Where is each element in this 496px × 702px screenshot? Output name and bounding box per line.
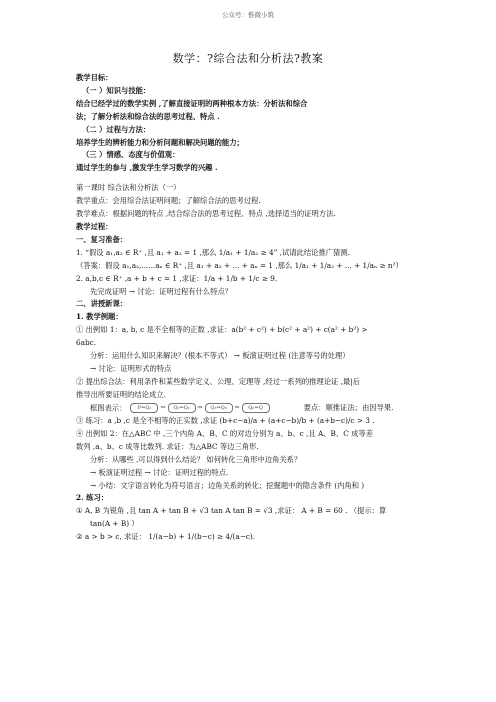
text-line [76,389,426,402]
page-header: 公众号：惟微小筑 [222,11,274,19]
line-text: 结合已经学过的数学实例 ,了解直接证明的两种根本方法：分析法和综合 [76,98,308,108]
line-text: → 板演证明过程 → 讨论：证明过程的特点. [90,467,229,477]
text-line [76,324,426,337]
text-line [76,337,426,350]
line-text: （答案：假设 a₁,a₂,......aₙ ∈ R⁺ ,且 a₁ + a₂ + ... + aₙ = 1 ,那么 1/a₁ + 1/a₂ + ... + 1/aₙ ≥ n²） [76,260,403,270]
line-text: （三 ）情感、态度与价值观： [82,150,180,160]
line-text: 框图表示： [90,403,127,413]
line-text: 先完成证明 → 讨论：证明过程有什么特点？ [90,286,233,296]
flow-diagram [130,402,269,415]
line-text: 2. 练习： [76,493,109,503]
text-line [76,273,426,286]
line-text: 第一课时 综合法和分析法（一） [76,183,181,193]
text-line [76,234,426,247]
text-line [76,428,426,441]
line-text: 培养学生的辨析能力和分析问题和解决问题的能力； [76,137,244,147]
text-line [76,98,426,111]
text-line [76,467,426,480]
flow-box: P⇒Q₁ [130,403,158,413]
text-line [76,402,426,415]
text-line [76,162,426,175]
flow-box: Qₙ⇒Q [242,403,270,413]
text-line [76,72,426,85]
text-line [76,505,426,518]
line-text: ④ 出例如 2：在△ABC 中 ,三个内角 A、B、C 的对边分别为 a、b、c ,且 A、B、C 成等差 [76,428,373,438]
line-text: 推导出所要证明的结论成立. [76,389,166,399]
text-line [76,85,426,98]
text-line [76,182,426,195]
line-text: （一 ）知识与技能： [82,85,151,95]
text-line [76,350,426,363]
line-text: 1. “假设 a₁,a₂ ∈ R⁺ ,且 a₁ + a₂ = 1 ,那么 1/a₁ + 1/a₂ ≥ 4” ,试请此结论推广猜测. [76,247,350,257]
line-text: （二 ）过程与方法： [82,124,151,134]
page-title: 数学：?综合法和分析法?教案 [172,52,324,65]
line-text: tan(A + B) ） [90,519,139,529]
text-line [76,311,426,324]
line-text: → 小结：文字语言转化为符号语言；边角关系的转化；挖掘题中的隐含条件 (内角和 ) [90,480,365,490]
line-text: ② 提出综合法：利用条件和某些数学定义、公理、定理等 ,经过一系列的推理论证 ,最|后 [76,376,361,386]
line-text: → 讨论：证明形式的特点 [90,363,172,373]
text-line [76,480,426,493]
text-line [76,518,426,531]
text-line [76,363,426,376]
line-text: 数列 ,a、b、c 成等比数列. 求证：为△ABC 等边三角形. [76,441,259,451]
line-text: 6abc. [76,338,97,348]
text-line [76,454,426,467]
text-line [76,441,426,454]
line-text: 分析：运用什么知识来解决？(根本不等式） → 板演证明过程 (注意等号的处理） [90,351,350,361]
text-line [76,286,426,299]
text-line [76,247,426,260]
arrow-icon: ⇒ [197,403,203,411]
text-line [76,208,426,221]
flow-box: Q₂⇒Q₃ [205,403,233,413]
line-text: 2. a,b,c ∈ R⁺ ,a + b + c = 1 ,求证：1/a + 1/b + 1/c ≥ 9. [76,273,278,283]
flow-note: 要点：顺推证法；由因导果. [303,403,394,413]
text-line [76,531,426,544]
line-text: ② a > b > c, 求证： 1/(a−b) + 1/(b−c) ≥ 4/(a−c). [76,532,256,542]
line-text: 分析：从哪些 ,可以得到什么结论？ 如何转化三角形中边角关系？ [90,454,302,464]
flow-box: Q₁⇒Q₂ [168,403,196,413]
line-text: 二、讲授新课： [76,299,128,309]
line-text: 法；了解分析法和综合法的思考过程、特点 . [76,111,220,121]
text-line [76,260,426,273]
line-text: ① 出例如 1：a, b, c 是不全相等的正数 ,求证：a(b² + c²) + b(c² + a²) + c(a² + b²) > [76,325,368,335]
line-text: 1. 教学例题： [76,312,123,322]
text-line [76,492,426,505]
spacer [76,175,426,182]
text-line [76,298,426,311]
line-text: 教学重点：会用综合法证明问题；了解综合法的思考过程. [76,196,261,206]
text-line [76,415,426,428]
text-line [76,149,426,162]
arrow-icon: ⇒ [234,403,240,411]
text-line [76,111,426,124]
text-line [76,195,426,208]
document-body [76,72,426,544]
line-text: 教学目标： [76,73,113,82]
line-text: ① A, B 为锐角 ,且 tan A + tan B + √3 tan A tan B = √3 ,求证： A + B = 60 . （提示：算 [76,506,387,516]
arrow-icon: ⇒ [160,403,166,411]
line-text: 一、复习准备： [76,234,128,244]
line-text: 教学过程： [76,221,113,231]
line-text: 通过学生的参与 ,激发学生学习数学的兴趣 . [76,163,218,173]
line-text: ③ 练习：a ,b ,c 是全不相等的正实数 ,求证 (b+c−a)/a + (a+c−b)/b + (a+b−c)/c > 3 . [76,416,375,426]
text-line [76,221,426,234]
text-line [76,137,426,150]
text-line [76,124,426,137]
text-line [76,376,426,389]
line-text: 教学难点：根据问题的特点 ,结合综合法的思考过程、特点 ,选择适当的证明方法. [76,209,336,219]
